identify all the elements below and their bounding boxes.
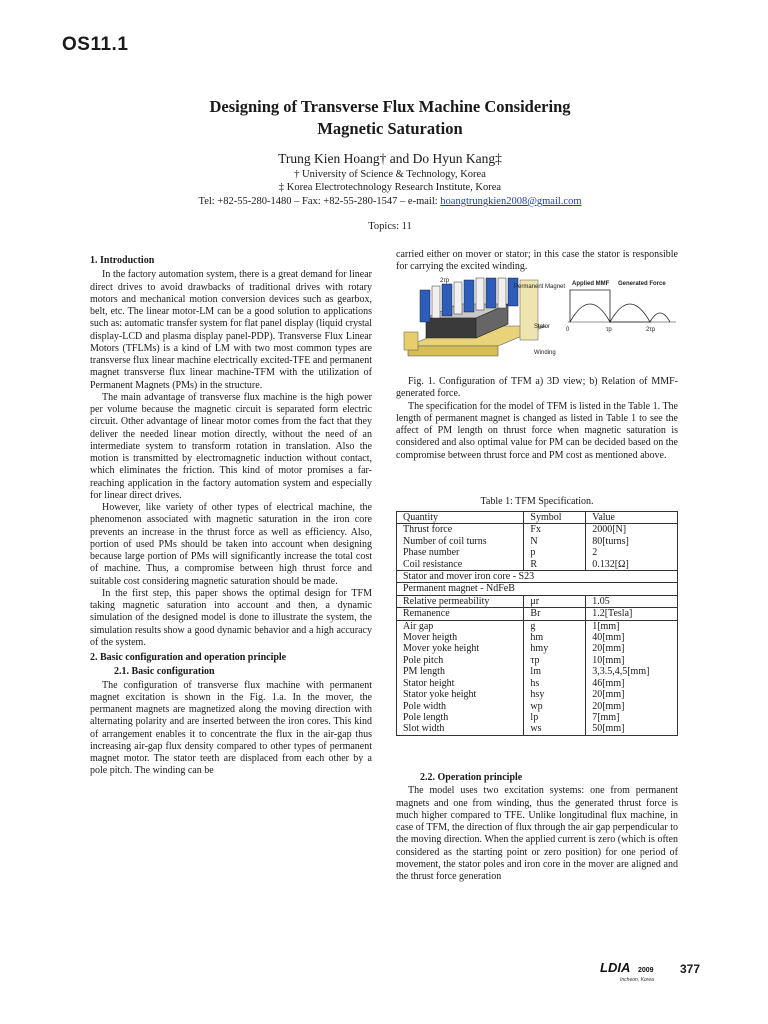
- table-cell-quantity: Number of coil turns: [397, 536, 524, 547]
- title-line-1: Designing of Transverse Flux Machine Considering: [209, 97, 571, 116]
- table-row: [397, 678, 678, 689]
- contact-line: [90, 195, 690, 208]
- table-cell-quantity: Quantity: [397, 512, 524, 524]
- table-row: [397, 689, 678, 700]
- figure-caption: Fig. 1. Configuration of TFM a) 3D view; b) Relation of MMF-generated force.: [396, 376, 678, 400]
- table-cell-symbol: hmy: [524, 643, 586, 654]
- session-code: OS11.1: [62, 34, 129, 55]
- tfm-3d-view: [404, 278, 565, 356]
- config-paragraph: The configuration of transverse flux machine with permanent magnet excitation is shown in the Fig. 1.a. In the mover, the permanent magnets are magnetized along the moving direction with alternating polarity and are inserted between the iron cores. This kind of arrangement enables it to concentrate the flux in the air-gap thus increasing air-gap flux density compared to other types of permanent magnet motor. The stator teeth are displaced from each other by a pole pitch. The winding can be: [90, 679, 372, 777]
- right-column-bottom: [396, 771, 678, 883]
- table-row: [397, 620, 678, 632]
- mmf-force-plot: [566, 281, 676, 333]
- table-section-pm-label: Permanent magnet - NdFeB: [397, 583, 678, 595]
- spec-paragraph: The specification for the model of TFM is listed in the Table 1. The length of permanent magnet is changed as listed in Table 1 to see the affect of PM length on thrust force when magnetic saturation is considered and also optimal value for PM can be decided based on the compromise between thrust force and PM cost as mentioned above.: [396, 400, 678, 461]
- table-row: [397, 608, 678, 620]
- right-column-middle: [396, 376, 678, 462]
- ldia-logo: [598, 959, 672, 985]
- figure-label-tau: 2τp: [440, 278, 450, 284]
- table-row: [397, 655, 678, 666]
- table-cell-symbol: p: [524, 547, 586, 558]
- table-row: [397, 701, 678, 712]
- table-cell-symbol: hm: [524, 632, 586, 643]
- table-section-stator-label: Stator and mover iron core - S23: [397, 571, 678, 583]
- table-row: [397, 643, 678, 654]
- table-cell-quantity: Remanence: [397, 608, 524, 620]
- table-cell-quantity: Pole pitch: [397, 655, 524, 666]
- figure-label-winding: Winding: [534, 350, 556, 356]
- table-row: [397, 536, 678, 547]
- table-cell-value: 1.05: [586, 595, 678, 607]
- table-cell-value: 10[mm]: [586, 655, 678, 666]
- table-cell-value: 20[mm]: [586, 689, 678, 700]
- table-header-row: [397, 512, 678, 524]
- topics: Topics: 11: [368, 221, 412, 232]
- operation-paragraph: The model uses two excitation systems: one from permanent magnets and one from winding, thus the generated thrust force is much higher compared to TFE. Unlike longitudinal flux machine, in case of TFM, the direction of flux through the air gap perpendicular to the moving direction. When the applied current is zero (which is often considered as the starting point or zero position) for one period of movement, the stator poles and iron core in the mover are aligned and the thrust force generation: [396, 785, 678, 882]
- intro-paragraph-3: However, like variety of other types of electrical machine, the phenomenon associated with magnetic saturation in the iron core prevents an increase in the thrust force as well as efficiency. Also, portion of used PMs should be taken into account when designing because large portion of PMs will significantly increase the total cost of machine. Thus, a compromise between high thrust force and suitable cost considering magnetic saturation should be made.: [90, 502, 372, 587]
- table-cell-quantity: Stator height: [397, 678, 524, 689]
- table-cell-symbol: Symbol: [524, 512, 586, 524]
- table-cell-value: 2000[N]: [586, 524, 678, 536]
- logo-text: LDIA: [600, 960, 631, 975]
- left-column: [90, 252, 372, 778]
- table-cell-symbol: hsy: [524, 689, 586, 700]
- plot-tick-2tp: 2τp: [646, 327, 656, 333]
- figure-label-pm: Permanent Magnet: [514, 284, 566, 290]
- table-cell-value: 7[mm]: [586, 712, 678, 723]
- subsection-2-2-heading: 2.2. Operation principle: [420, 772, 523, 783]
- title-line-2: Magnetic Saturation: [317, 119, 463, 138]
- table-cell-quantity: Mover heigth: [397, 632, 524, 643]
- table-cell-symbol: ws: [524, 723, 586, 735]
- table-cell-value: 2: [586, 547, 678, 558]
- figure-label-stator: Stator: [534, 324, 551, 330]
- authors: Trung Kien Hoang† and Do Hyun Kang‡: [278, 151, 502, 166]
- intro-paragraph-4: In the first step, this paper shows the optimal design for TFM taking magnetic saturation into account and then, a dynamic simulation of the designed model is done to illustrate the system, the simulation results show a good dynamic behavior and a high accuracy of the system.: [90, 587, 372, 648]
- table-caption: Table 1: TFM Specification.: [480, 496, 594, 507]
- figure-1: [396, 276, 678, 372]
- applied-mmf-curve: [570, 290, 650, 322]
- subsection-2-1-heading: 2.1. Basic configuration: [114, 666, 215, 678]
- table-cell-quantity: Slot width: [397, 723, 524, 735]
- table-cell-symbol: Fx: [524, 524, 586, 536]
- intro-paragraph-2: The main advantage of transverse flux machine is the high power per volume because the magnetic circuit is separated form electric circuit. Other advantage of linear motor comes from the fact that they deliver the needed linear motion directly, without the need of an intermediate system to transform rotation in translation. Also the motion is transmitted by electromagnetic induction without contact, which eliminates the friction. This kind of motor promises a far-reaching application in the factory automation system and especially for linear direct drives.: [90, 391, 372, 501]
- table-section-pm: [397, 583, 678, 595]
- table-cell-value: 1.2[Tesla]: [586, 608, 678, 620]
- table-cell-symbol: Br: [524, 608, 586, 620]
- email-link[interactable]: hoangtrungkien2008@gmail.com: [440, 196, 582, 207]
- table-cell-quantity: Relative permeability: [397, 595, 524, 607]
- plot-label-generated: Generated Force: [618, 281, 666, 287]
- table-cell-value: 1[mm]: [586, 620, 678, 632]
- intro-paragraph-1: In the factory automation system, there is a great demand for linear direct drives to avoid drawbacks of traditional drives with rotary motors and mechanical motion conversion devices such as gearbox, belt, etc. The linear motor-LM can be a good solution to applications such as: automatic transfer system for flat panel display (liquid crystal display-LCD and plasma display panel-PDP). Transverse Flux Linear Motors (TFLMs) is a kind of LM with two most common types are transverse flux linear machine electrically excited-TFE and permanent magnet transverse flux linear machine-TFM with the utilization of Permanent Magnets (PMs) in the structure.: [90, 269, 372, 391]
- table-cell-value: 80[turns]: [586, 536, 678, 547]
- plot-tick-0: 0: [566, 327, 570, 333]
- table-cell-quantity: Pole length: [397, 712, 524, 723]
- table-cell-value: 46[mm]: [586, 678, 678, 689]
- table-row: [397, 524, 678, 536]
- table-cell-symbol: N: [524, 536, 586, 547]
- table-cell-symbol: lm: [524, 666, 586, 677]
- logo-place: Incheon, Korea: [620, 977, 654, 983]
- contact-prefix: Tel: +82-55-280-1480 – Fax: +82-55-280-1547 – e-mail:: [198, 196, 441, 207]
- table-row: [397, 666, 678, 677]
- table-row: [397, 632, 678, 643]
- table-cell-symbol: μr: [524, 595, 586, 607]
- plot-tick-tp: τp: [606, 327, 612, 333]
- plot-label-applied: Applied MMF: [572, 281, 610, 287]
- table-cell-quantity: Thrust force: [397, 524, 524, 536]
- affiliation-2: ‡ Korea Electrotechnology Research Institute, Korea: [278, 182, 502, 193]
- table-cell-quantity: Mover yoke height: [397, 643, 524, 654]
- table-cell-symbol: lp: [524, 712, 586, 723]
- table-cell-quantity: Pole width: [397, 701, 524, 712]
- table-cell-symbol: R: [524, 559, 586, 571]
- table-row: [397, 547, 678, 558]
- table-cell-symbol: g: [524, 620, 586, 632]
- section-1-heading: 1. Introduction: [90, 255, 155, 266]
- table-cell-symbol: wp: [524, 701, 586, 712]
- table-cell-value: 20[mm]: [586, 701, 678, 712]
- right-column-top: [396, 249, 678, 274]
- table-row: [397, 595, 678, 607]
- table-row: [397, 559, 678, 571]
- generated-force-curve: [570, 304, 670, 322]
- table-cell-quantity: Coil resistance: [397, 559, 524, 571]
- logo-year: 2009: [638, 967, 654, 974]
- paper-title: [90, 96, 690, 140]
- table-cell-symbol: τp: [524, 655, 586, 666]
- table-cell-quantity: Stator yoke height: [397, 689, 524, 700]
- spec-table: [396, 511, 678, 736]
- table-cell-value: 3,3.5,4,5[mm]: [586, 666, 678, 677]
- affiliation-1: † University of Science & Technology, Korea: [294, 169, 486, 180]
- table-section-stator: [397, 571, 678, 583]
- table-cell-value: 0.132[Ω]: [586, 559, 678, 571]
- table-cell-value: 40[mm]: [586, 632, 678, 643]
- table-cell-value: 50[mm]: [586, 723, 678, 735]
- table-row: [397, 712, 678, 723]
- page-number: 377: [680, 962, 701, 976]
- table-cell-value: Value: [586, 512, 678, 524]
- table-row: [397, 723, 678, 735]
- table-cell-value: 20[mm]: [586, 643, 678, 654]
- table-cell-quantity: Air gap: [397, 620, 524, 632]
- table-cell-quantity: Phase number: [397, 547, 524, 558]
- table-cell-quantity: PM length: [397, 666, 524, 677]
- continued-paragraph: carried either on mover or stator; in this case the stator is responsible for carrying the excited winding.: [396, 249, 678, 273]
- section-2-heading: 2. Basic configuration and operation principle: [90, 652, 287, 663]
- table-cell-symbol: hs: [524, 678, 586, 689]
